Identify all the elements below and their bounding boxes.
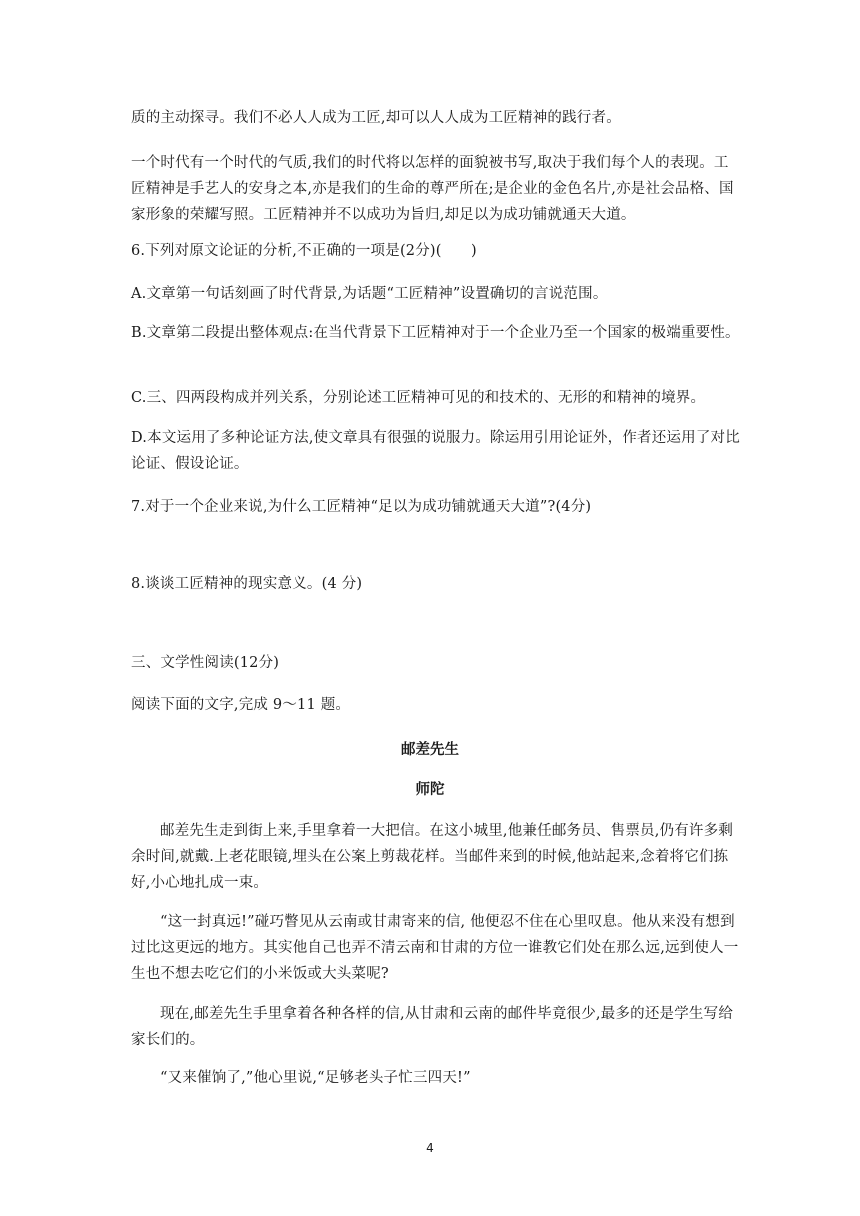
paragraph-intro-2: 一个时代有一个时代的气质,我们的时代将以怎样的面貌被书写,取决于我们每个人的表现。工匠精神是手艺人的安身之本,亦是我们的生命的尊严所在;是企业的金色名片,亦是社会品格、国家形象的荣耀写照。工匠精神并不以成功为旨归,却足以为成功铺就通天大道。	[131, 155, 734, 223]
section-instruction: 阅读下面的文字,完成 9～11 题。	[131, 697, 351, 713]
question-6-option-b: B.文章第二段提出整体观点:在当代背景下工匠精神对于一个企业乃至一个国家的极端重要性。	[131, 325, 740, 341]
page-number: 4	[426, 1141, 434, 1155]
story-paragraph-3: 现在,邮差先生手里拿着各种各样的信,从甘肃和云南的邮件毕竟很少,最多的还是学生写给家长们的。	[131, 1006, 734, 1048]
question-8: 8.谈谈工匠精神的现实意义。(4 分)	[131, 576, 363, 592]
story-author: 师陀	[415, 781, 445, 798]
question-6-option-a: A.文章第一句话刻画了时代背景,为话题“工匠精神”设置确切的言说范围。	[131, 286, 608, 302]
question-6-option-d: D.本文运用了多种论证方法,使文章具有很强的说服力。除运用引用论证外，作者还运用了对比论证、假设论证。	[131, 430, 740, 472]
section-heading: 三、文学性阅读(12分)	[131, 655, 280, 671]
question-6-option-c: C.三、四两段构成并列关系，分别论述工匠精神可见的和技术的、无形的和精神的境界。	[131, 390, 706, 406]
story-paragraph-1: 邮差先生走到街上来,手里拿着一大把信。在这小城里,他兼任邮务员、售票员,仍有许多剩余时间,就戴.上老花眼镜,埋头在公案上剪裁花样。当邮件来到的时候,他站起来,念着将它们拣好,小心地扎成一束。	[131, 823, 734, 891]
story-paragraph-4: “又来催饷了,”他心里说,“足够老头子忙三四天!”	[160, 1070, 471, 1086]
question-6: 6.下列对原文论证的分析,不正确的一项是(2分)( )	[131, 243, 477, 259]
story-title: 邮差先生	[401, 741, 459, 758]
question-7: 7.对于一个企业来说,为什么工匠精神“足以为成功铺就通天大道”?(4分)	[131, 499, 592, 515]
story-paragraph-2: “这一封真远!”碰巧瞥见从云南或甘肃寄来的信, 他便忍不住在心里叹息。他从来没有想到过比这更远的地方。其实他自己也弄不清云南和甘肃的方位一谁教它们处在那么远,远到使人一生也不想去吃它们的小米饭或大头菜呢?	[131, 914, 739, 982]
paragraph-intro-1: 质的主动探寻。我们不必人人成为工匠,却可以人人成为工匠精神的践行者。	[131, 110, 621, 126]
